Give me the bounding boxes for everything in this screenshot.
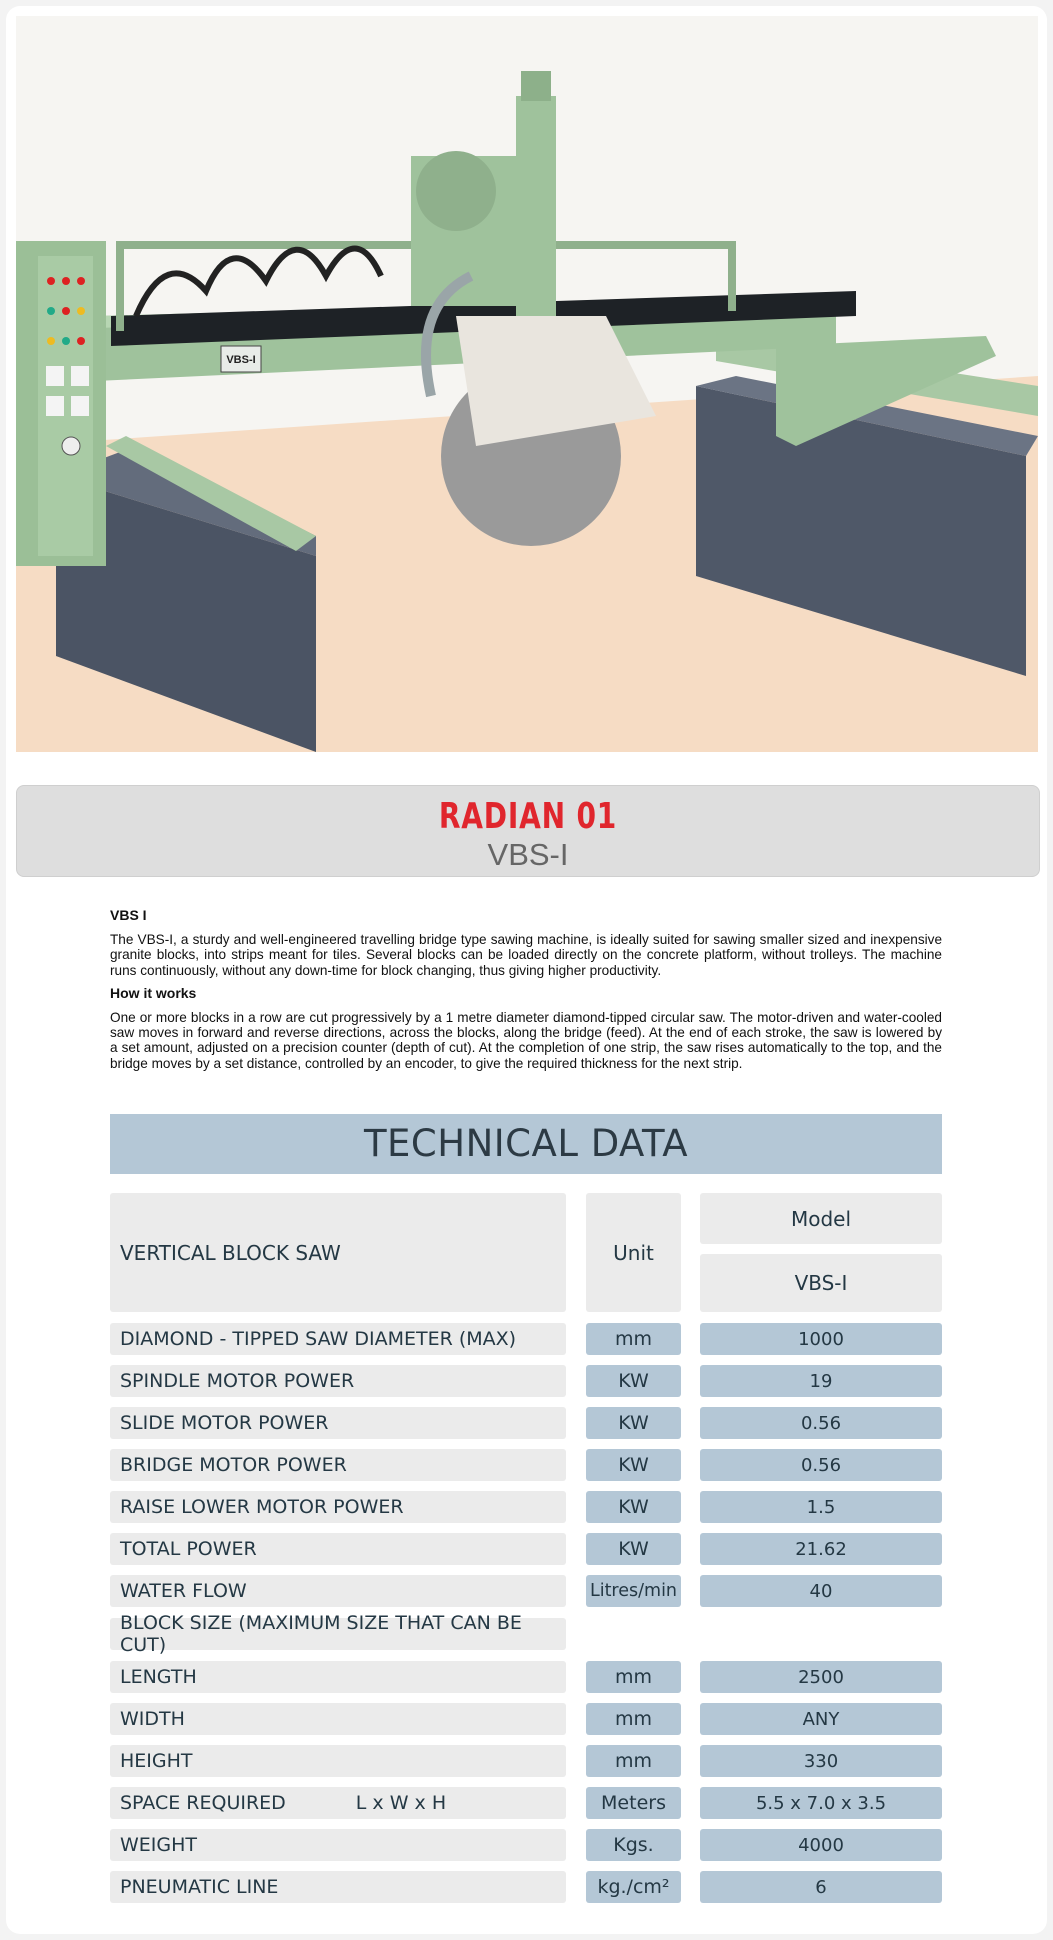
spec-unit: mm [586, 1745, 681, 1777]
spec-unit: mm [586, 1661, 681, 1693]
how-it-works-paragraph: One or more blocks in a row are cut progressively by a 1 metre diameter diamond-tipped circular saw. The motor-driven and water-cooled saw moves in forward and reverse directions, across the blocks, along the bridge (feed). At the end of each stroke, the saw is lowered by a set amount, adjusted on a precision counter (depth of cut). At the completion of one strip, the saw rises automatically to the top, and the bridge moves by a set distance, controlled by an encoder, to give the required thickness for the next strip. [110, 1010, 942, 1071]
spec-unit: KW [586, 1533, 681, 1565]
table-header-model: VBS-I [700, 1254, 942, 1312]
spec-label: RAISE LOWER MOTOR POWER [110, 1491, 566, 1523]
spec-label: WIDTH [110, 1703, 566, 1735]
table-header-model-title: Model [700, 1193, 942, 1244]
spec-value: 4000 [700, 1829, 942, 1861]
spec-label: HEIGHT [110, 1745, 566, 1777]
spec-unit: KW [586, 1407, 681, 1439]
spec-unit: Kgs. [586, 1829, 681, 1861]
spec-unit: Litres/min [586, 1575, 681, 1607]
machine-illustration [16, 16, 1038, 752]
spec-unit: KW [586, 1449, 681, 1481]
product-brand: RADIAN 01 [438, 796, 618, 837]
spec-value: 6 [700, 1871, 942, 1903]
block-size-label: BLOCK SIZE (MAXIMUM SIZE THAT CAN BE CUT) [110, 1618, 566, 1650]
spec-label-text: SPACE REQUIRED [120, 1792, 286, 1814]
spec-label: BRIDGE MOTOR POWER [110, 1449, 566, 1481]
spec-value: 21.62 [700, 1533, 942, 1565]
description [110, 908, 942, 1079]
spec-value: 1.5 [700, 1491, 942, 1523]
spec-label: SPINDLE MOTOR POWER [110, 1365, 566, 1397]
technical-data-title: TECHNICAL DATA [110, 1114, 942, 1174]
title-banner [16, 785, 1040, 877]
spec-unit: mm [586, 1323, 681, 1355]
table-header-label: VERTICAL BLOCK SAW [110, 1193, 566, 1312]
spec-value: ANY [700, 1703, 942, 1735]
spec-unit: kg./cm² [586, 1871, 681, 1903]
spec-label: WATER FLOW [110, 1575, 566, 1607]
spec-value: 5.5 x 7.0 x 3.5 [700, 1787, 942, 1819]
spec-unit: mm [586, 1703, 681, 1735]
spec-label: WEIGHT [110, 1829, 566, 1861]
spec-value: 0.56 [700, 1407, 942, 1439]
spec-label: DIAMOND - TIPPED SAW DIAMETER (MAX) [110, 1323, 566, 1355]
spec-label: TOTAL POWER [110, 1533, 566, 1565]
spec-value: 19 [700, 1365, 942, 1397]
spec-value: 0.56 [700, 1449, 942, 1481]
spec-label: LENGTH [110, 1661, 566, 1693]
description-paragraph: The VBS-I, a sturdy and well-engineered travelling bridge type sawing machine, is ideally suited for sawing smaller sized and inexpensive granite blocks, into strips meant for tiles. Several blocks can be loaded directly on the concrete platform, without trolleys. The machine runs continuously, without any down-time for block changing, thus giving higher productivity. [110, 932, 942, 978]
spec-label-dimensions: L x W x H [355, 1792, 447, 1814]
table-header-unit: Unit [586, 1193, 681, 1312]
machine-badge: VBS-I [226, 354, 256, 366]
spec-value: 40 [700, 1575, 942, 1607]
spec-value: 2500 [700, 1661, 942, 1693]
spec-label: SLIDE MOTOR POWER [110, 1407, 566, 1439]
spec-unit: KW [586, 1365, 681, 1397]
spec-value: 330 [700, 1745, 942, 1777]
spec-label: PNEUMATIC LINE [110, 1871, 566, 1903]
spec-label-space-required [110, 1787, 566, 1819]
machine-photo [16, 16, 1038, 752]
spec-value: 1000 [700, 1323, 942, 1355]
product-model: VBS-I [487, 837, 569, 872]
how-it-works-heading: How it works [110, 984, 197, 1001]
description-heading: VBS I [110, 907, 147, 923]
spec-unit: Meters [586, 1787, 681, 1819]
spec-unit: KW [586, 1491, 681, 1523]
